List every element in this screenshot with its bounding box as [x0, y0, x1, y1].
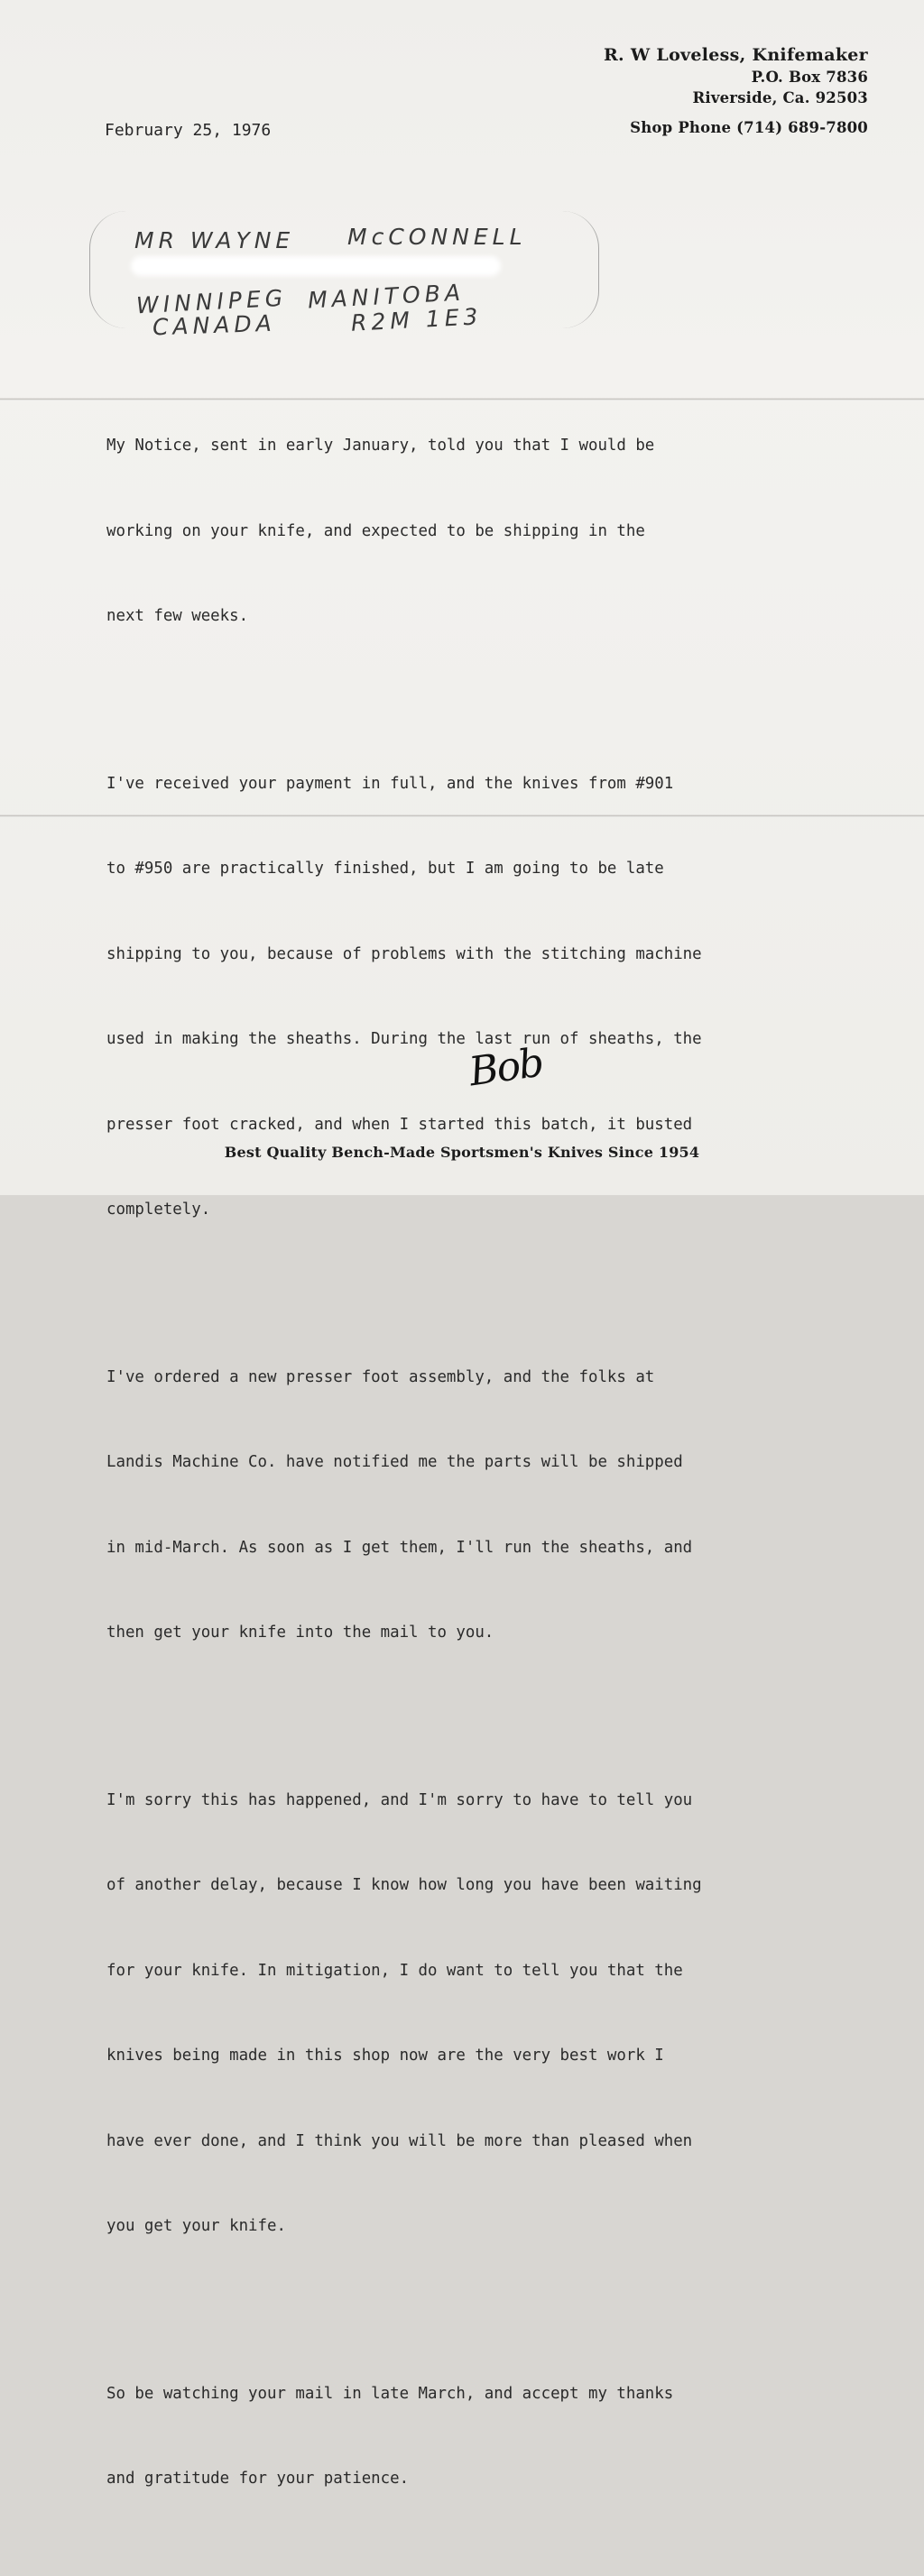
recipient-name-last: McCONNELL [347, 224, 527, 250]
letterhead-name: R. W Loveless, Knifemaker [603, 45, 868, 65]
signature: Bob [466, 1039, 546, 1096]
body-line: have ever done, and I think you will be more than pleased when [106, 2131, 693, 2150]
recipient-city: WINNIPEG [135, 284, 288, 319]
body-line: Landis Machine Co. have notified me the parts will be shipped [106, 1453, 683, 1471]
body-line: completely. [106, 1201, 211, 1219]
address-bracket-right [562, 211, 599, 328]
body-line: I've received your payment in full, and the knives from #901 [106, 774, 674, 793]
body-line: next few weeks. [106, 607, 249, 625]
body-paragraph-3 [106, 1307, 828, 1705]
body-line: you get your knife. [106, 2217, 286, 2235]
redacted-street-line [131, 256, 501, 276]
body-line: So be watching your mail in late March, and accept my thanks [106, 2384, 674, 2403]
body-paragraph-2 [106, 713, 828, 1282]
address-bracket-left [89, 211, 126, 328]
recipient-province: MANITOBA [307, 279, 466, 314]
body-paragraph-5 [106, 2323, 828, 2551]
body-line: My Notice, sent in early January, told you that I would be [106, 437, 655, 455]
body-line: for your knife. In mitigation, I do want to tell you that the [106, 1961, 683, 1980]
body-line: of another delay, because I know how long you have been waiting [106, 1876, 702, 1894]
body-line: working on your knife, and expected to be shipping in the [106, 521, 645, 540]
body-line: I'm sorry this has happened, and I'm sorry to have to tell you [106, 1790, 693, 1809]
body-line: and gratitude for your patience. [106, 2470, 410, 2488]
letterhead [604, 43, 868, 138]
letter-date: February 25, 1976 [105, 121, 272, 140]
body-line: I've ordered a new presser foot assembly, and the folks at [106, 1367, 655, 1386]
letterhead-footer-tagline: Best Quality Bench-Made Sportsmen's Knives Since 1954 [224, 1144, 700, 1161]
body-line: then get your knife into the mail to you. [106, 1624, 494, 1642]
body-line: used in making the sheaths. During the last run of sheaths, the [106, 1030, 702, 1048]
body-line: presser foot cracked, and when I started this batch, it busted [106, 1115, 693, 1134]
recipient-postal-code: R2M 1E3 [350, 303, 484, 336]
letterhead-po-box: P.O. Box 7836 [751, 69, 868, 86]
body-line: knives being made in this shop now are the very best work I [106, 2047, 664, 2065]
letter-body [106, 375, 828, 2576]
letterhead-phone: Shop Phone (714) 689-7800 [630, 119, 868, 136]
recipient-country: CANADA [152, 309, 277, 341]
letterhead-city: Riverside, Ca. 92503 [692, 89, 868, 106]
body-line: shipping to you, because of problems with the stitching machine [106, 944, 702, 963]
recipient-name-first: MR WAYNE [134, 227, 295, 253]
body-line: in mid-March. As soon as I get them, I'll run the sheaths, and [106, 1538, 693, 1557]
body-line: to #950 are practically finished, but I am going to be late [106, 860, 664, 878]
body-paragraph-1 [106, 375, 828, 688]
body-paragraph-4 [106, 1730, 828, 2298]
recipient-address [86, 206, 627, 350]
